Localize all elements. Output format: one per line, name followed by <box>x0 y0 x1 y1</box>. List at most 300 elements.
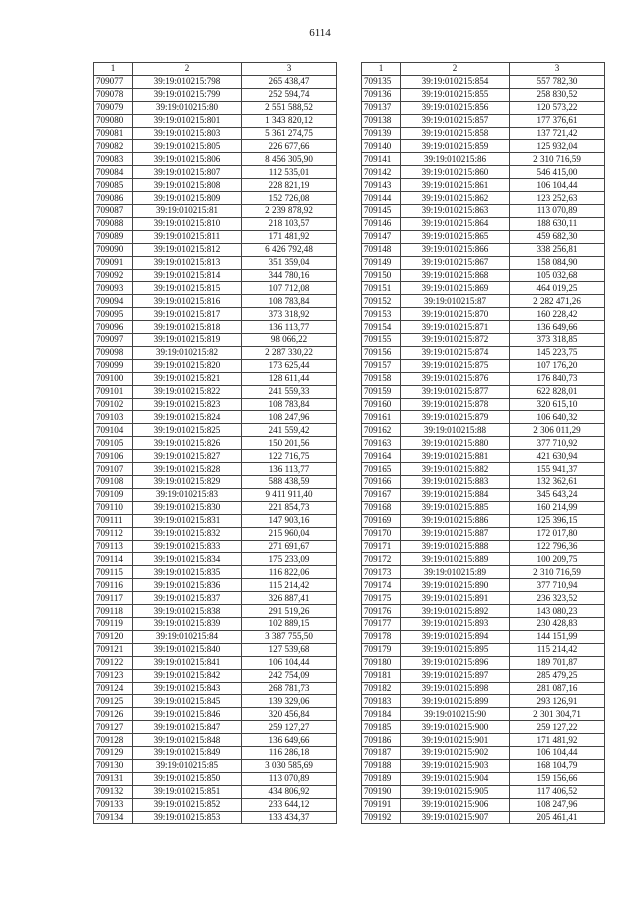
row-number-cell: 709153 <box>362 308 401 321</box>
table-row <box>362 398 605 411</box>
cadastral-number-cell: 39:19:010215:867 <box>401 256 510 269</box>
value-cell: 175 233,09 <box>242 553 337 566</box>
row-number-cell: 709090 <box>94 243 133 256</box>
cadastral-number-cell: 39:19:010215:886 <box>401 514 510 527</box>
cadastral-number-cell: 39:19:010215:807 <box>133 166 242 179</box>
table-row <box>94 230 337 243</box>
table-row <box>362 463 605 476</box>
cadastral-number-cell: 39:19:010215:878 <box>401 398 510 411</box>
value-cell: 115 214,42 <box>510 643 605 656</box>
cadastral-number-cell: 39:19:010215:857 <box>401 114 510 127</box>
value-cell: 226 677,66 <box>242 140 337 153</box>
table-row <box>362 708 605 721</box>
cadastral-number-cell: 39:19:010215:894 <box>401 630 510 643</box>
row-number-cell: 709115 <box>94 566 133 579</box>
value-cell: 345 643,24 <box>510 488 605 501</box>
table-row <box>94 75 337 88</box>
value-cell: 293 126,91 <box>510 695 605 708</box>
table-row <box>362 476 605 489</box>
value-cell: 2 282 471,26 <box>510 295 605 308</box>
table-row <box>94 398 337 411</box>
value-cell: 160 228,42 <box>510 308 605 321</box>
page-number: 6114 <box>309 27 331 39</box>
cadastral-number-cell: 39:19:010215:892 <box>401 605 510 618</box>
value-cell: 133 434,37 <box>242 811 337 824</box>
cadastral-number-cell: 39:19:010215:814 <box>133 269 242 282</box>
value-cell: 120 573,22 <box>510 101 605 114</box>
row-number-cell: 709103 <box>94 411 133 424</box>
row-number-cell: 709111 <box>94 514 133 527</box>
value-cell: 125 932,04 <box>510 140 605 153</box>
table-row <box>94 101 337 114</box>
value-cell: 152 726,08 <box>242 192 337 205</box>
value-cell: 377 710,94 <box>510 579 605 592</box>
value-cell: 107 176,20 <box>510 359 605 372</box>
table-row <box>94 153 337 166</box>
row-number-cell: 709139 <box>362 127 401 140</box>
row-number-cell: 709168 <box>362 501 401 514</box>
value-cell: 320 456,84 <box>242 708 337 721</box>
value-cell: 258 830,52 <box>510 88 605 101</box>
value-cell: 116 286,18 <box>242 747 337 760</box>
cadastral-number-cell: 39:19:010215:81 <box>133 204 242 217</box>
table-row <box>362 695 605 708</box>
table-row <box>362 101 605 114</box>
cadastral-number-cell: 39:19:010215:862 <box>401 192 510 205</box>
row-number-cell: 709175 <box>362 592 401 605</box>
header-cell-1: 1 <box>362 63 401 76</box>
value-cell: 176 840,73 <box>510 372 605 385</box>
row-number-cell: 709140 <box>362 140 401 153</box>
value-cell: 233 644,12 <box>242 798 337 811</box>
value-cell: 127 539,68 <box>242 643 337 656</box>
value-cell: 6 426 792,48 <box>242 243 337 256</box>
table-row <box>94 566 337 579</box>
cadastral-number-cell: 39:19:010215:875 <box>401 359 510 372</box>
table-header-row <box>94 63 337 76</box>
row-number-cell: 709159 <box>362 385 401 398</box>
table-row <box>94 553 337 566</box>
table-row <box>362 204 605 217</box>
row-number-cell: 709080 <box>94 114 133 127</box>
row-number-cell: 709083 <box>94 153 133 166</box>
value-cell: 2 287 330,22 <box>242 346 337 359</box>
value-cell: 285 479,25 <box>510 669 605 682</box>
row-number-cell: 709121 <box>94 643 133 656</box>
value-cell: 136 649,66 <box>242 734 337 747</box>
value-cell: 177 376,61 <box>510 114 605 127</box>
value-cell: 136 649,66 <box>510 321 605 334</box>
cadastral-number-cell: 39:19:010215:853 <box>133 811 242 824</box>
cadastral-number-cell: 39:19:010215:825 <box>133 424 242 437</box>
table-row <box>362 372 605 385</box>
row-number-cell: 709178 <box>362 630 401 643</box>
cadastral-number-cell: 39:19:010215:849 <box>133 747 242 760</box>
row-number-cell: 709129 <box>94 747 133 760</box>
cadastral-number-cell: 39:19:010215:829 <box>133 476 242 489</box>
value-cell: 5 361 274,75 <box>242 127 337 140</box>
cadastral-number-cell: 39:19:010215:813 <box>133 256 242 269</box>
table-row <box>362 605 605 618</box>
value-cell: 242 754,09 <box>242 669 337 682</box>
table-row <box>94 759 337 772</box>
row-number-cell: 709113 <box>94 540 133 553</box>
value-cell: 2 551 588,52 <box>242 101 337 114</box>
table-row <box>94 605 337 618</box>
value-cell: 189 701,87 <box>510 656 605 669</box>
value-cell: 98 066,22 <box>242 334 337 347</box>
table-row <box>94 540 337 553</box>
value-cell: 116 822,06 <box>242 566 337 579</box>
value-cell: 117 406,52 <box>510 785 605 798</box>
table-row <box>362 192 605 205</box>
cadastral-number-cell: 39:19:010215:823 <box>133 398 242 411</box>
table-row <box>362 230 605 243</box>
row-number-cell: 709082 <box>94 140 133 153</box>
row-number-cell: 709176 <box>362 605 401 618</box>
value-cell: 344 780,16 <box>242 269 337 282</box>
table-row <box>362 682 605 695</box>
cadastral-number-cell: 39:19:010215:811 <box>133 230 242 243</box>
cadastral-number-cell: 39:19:010215:88 <box>401 424 510 437</box>
value-cell: 291 519,26 <box>242 605 337 618</box>
row-number-cell: 709188 <box>362 759 401 772</box>
cadastral-number-cell: 39:19:010215:836 <box>133 579 242 592</box>
value-cell: 2 239 878,92 <box>242 204 337 217</box>
cadastral-number-cell: 39:19:010215:838 <box>133 605 242 618</box>
row-number-cell: 709150 <box>362 269 401 282</box>
value-cell: 9 411 911,40 <box>242 488 337 501</box>
table-row <box>94 488 337 501</box>
row-number-cell: 709104 <box>94 424 133 437</box>
header-cell-1: 1 <box>94 63 133 76</box>
table-row <box>362 217 605 230</box>
value-cell: 160 214,99 <box>510 501 605 514</box>
cadastral-number-cell: 39:19:010215:830 <box>133 501 242 514</box>
row-number-cell: 709130 <box>94 759 133 772</box>
value-cell: 139 329,06 <box>242 695 337 708</box>
table-row <box>94 747 337 760</box>
row-number-cell: 709164 <box>362 450 401 463</box>
row-number-cell: 709171 <box>362 540 401 553</box>
table-row <box>94 372 337 385</box>
row-number-cell: 709081 <box>94 127 133 140</box>
row-number-cell: 709183 <box>362 695 401 708</box>
row-number-cell: 709146 <box>362 217 401 230</box>
row-number-cell: 709165 <box>362 463 401 476</box>
cadastral-number-cell: 39:19:010215:882 <box>401 463 510 476</box>
header-cell-2: 2 <box>133 63 242 76</box>
cadastral-number-cell: 39:19:010215:896 <box>401 656 510 669</box>
table-row <box>362 114 605 127</box>
table-row <box>94 346 337 359</box>
value-cell: 377 710,92 <box>510 437 605 450</box>
cadastral-number-cell: 39:19:010215:889 <box>401 553 510 566</box>
row-number-cell: 709097 <box>94 334 133 347</box>
value-cell: 241 559,33 <box>242 385 337 398</box>
table-row <box>94 359 337 372</box>
table-row <box>94 308 337 321</box>
row-number-cell: 709119 <box>94 617 133 630</box>
cadastral-number-cell: 39:19:010215:901 <box>401 734 510 747</box>
row-number-cell: 709169 <box>362 514 401 527</box>
value-cell: 1 343 820,12 <box>242 114 337 127</box>
table-row <box>362 759 605 772</box>
table-row <box>362 127 605 140</box>
row-number-cell: 709084 <box>94 166 133 179</box>
table-row <box>362 334 605 347</box>
table-row <box>94 514 337 527</box>
table-row <box>94 450 337 463</box>
row-number-cell: 709098 <box>94 346 133 359</box>
table-row <box>94 269 337 282</box>
row-number-cell: 709189 <box>362 772 401 785</box>
table-row <box>362 269 605 282</box>
row-number-cell: 709094 <box>94 295 133 308</box>
value-cell: 168 104,79 <box>510 759 605 772</box>
cadastral-number-cell: 39:19:010215:880 <box>401 437 510 450</box>
value-cell: 122 796,36 <box>510 540 605 553</box>
cadastral-number-cell: 39:19:010215:816 <box>133 295 242 308</box>
cadastral-number-cell: 39:19:010215:903 <box>401 759 510 772</box>
row-number-cell: 709143 <box>362 179 401 192</box>
cadastral-number-cell: 39:19:010215:843 <box>133 682 242 695</box>
table-row <box>362 140 605 153</box>
row-number-cell: 709124 <box>94 682 133 695</box>
row-number-cell: 709174 <box>362 579 401 592</box>
cadastral-number-cell: 39:19:010215:83 <box>133 488 242 501</box>
row-number-cell: 709116 <box>94 579 133 592</box>
value-cell: 107 712,08 <box>242 282 337 295</box>
table-row <box>94 295 337 308</box>
cadastral-number-cell: 39:19:010215:861 <box>401 179 510 192</box>
cadastral-number-cell: 39:19:010215:895 <box>401 643 510 656</box>
table-row <box>94 721 337 734</box>
table-row <box>362 669 605 682</box>
row-number-cell: 709109 <box>94 488 133 501</box>
value-cell: 546 415,00 <box>510 166 605 179</box>
row-number-cell: 709191 <box>362 798 401 811</box>
cadastral-number-cell: 39:19:010215:884 <box>401 488 510 501</box>
cadastral-number-cell: 39:19:010215:865 <box>401 230 510 243</box>
value-cell: 268 781,73 <box>242 682 337 695</box>
table-row <box>362 179 605 192</box>
cadastral-number-cell: 39:19:010215:871 <box>401 321 510 334</box>
value-cell: 147 903,16 <box>242 514 337 527</box>
table-row <box>362 450 605 463</box>
value-cell: 215 960,04 <box>242 527 337 540</box>
cadastral-number-cell: 39:19:010215:850 <box>133 772 242 785</box>
cadastral-number-cell: 39:19:010215:852 <box>133 798 242 811</box>
cadastral-number-cell: 39:19:010215:847 <box>133 721 242 734</box>
cadastral-number-cell: 39:19:010215:905 <box>401 785 510 798</box>
table-row <box>362 617 605 630</box>
value-cell: 218 103,57 <box>242 217 337 230</box>
table-row <box>362 501 605 514</box>
table-row <box>94 424 337 437</box>
value-cell: 228 821,19 <box>242 179 337 192</box>
row-number-cell: 709151 <box>362 282 401 295</box>
row-number-cell: 709105 <box>94 437 133 450</box>
table-row <box>94 140 337 153</box>
cadastral-number-cell: 39:19:010215:856 <box>401 101 510 114</box>
table-row <box>362 88 605 101</box>
table-row <box>94 179 337 192</box>
row-number-cell: 709157 <box>362 359 401 372</box>
cadastral-number-cell: 39:19:010215:881 <box>401 450 510 463</box>
table-row <box>362 166 605 179</box>
row-number-cell: 709127 <box>94 721 133 734</box>
table-row <box>94 127 337 140</box>
row-number-cell: 709120 <box>94 630 133 643</box>
table-row <box>94 656 337 669</box>
table-row <box>362 553 605 566</box>
cadastral-number-cell: 39:19:010215:90 <box>401 708 510 721</box>
value-cell: 259 127,22 <box>510 721 605 734</box>
table-row <box>94 682 337 695</box>
table-row <box>94 166 337 179</box>
table-row <box>94 243 337 256</box>
row-number-cell: 709093 <box>94 282 133 295</box>
cadastral-number-cell: 39:19:010215:84 <box>133 630 242 643</box>
table-row <box>362 359 605 372</box>
table-row <box>94 811 337 824</box>
value-cell: 557 782,30 <box>510 75 605 88</box>
table-header-row <box>362 63 605 76</box>
data-table-right <box>361 62 605 824</box>
cadastral-number-cell: 39:19:010215:812 <box>133 243 242 256</box>
value-cell: 106 104,44 <box>510 747 605 760</box>
row-number-cell: 709161 <box>362 411 401 424</box>
row-number-cell: 709192 <box>362 811 401 824</box>
cadastral-number-cell: 39:19:010215:819 <box>133 334 242 347</box>
row-number-cell: 709141 <box>362 153 401 166</box>
row-number-cell: 709131 <box>94 772 133 785</box>
table-row <box>362 630 605 643</box>
value-cell: 230 428,83 <box>510 617 605 630</box>
cadastral-number-cell: 39:19:010215:810 <box>133 217 242 230</box>
table-row <box>362 437 605 450</box>
table-row <box>362 488 605 501</box>
cadastral-number-cell: 39:19:010215:877 <box>401 385 510 398</box>
value-cell: 122 716,75 <box>242 450 337 463</box>
value-cell: 106 104,44 <box>242 656 337 669</box>
cadastral-number-cell: 39:19:010215:822 <box>133 385 242 398</box>
row-number-cell: 709110 <box>94 501 133 514</box>
table-row <box>94 321 337 334</box>
cadastral-number-cell: 39:19:010215:831 <box>133 514 242 527</box>
value-cell: 100 209,75 <box>510 553 605 566</box>
table-row <box>362 243 605 256</box>
table-row <box>94 204 337 217</box>
table-row <box>94 695 337 708</box>
value-cell: 108 783,84 <box>242 398 337 411</box>
table-row <box>94 617 337 630</box>
row-number-cell: 709137 <box>362 101 401 114</box>
value-cell: 205 461,41 <box>510 811 605 824</box>
cadastral-number-cell: 39:19:010215:801 <box>133 114 242 127</box>
cadastral-number-cell: 39:19:010215:883 <box>401 476 510 489</box>
row-number-cell: 709102 <box>94 398 133 411</box>
row-number-cell: 709107 <box>94 463 133 476</box>
row-number-cell: 709085 <box>94 179 133 192</box>
value-cell: 351 359,04 <box>242 256 337 269</box>
cadastral-number-cell: 39:19:010215:868 <box>401 269 510 282</box>
cadastral-number-cell: 39:19:010215:798 <box>133 75 242 88</box>
table-row <box>94 669 337 682</box>
value-cell: 132 362,61 <box>510 476 605 489</box>
value-cell: 172 017,80 <box>510 527 605 540</box>
value-cell: 136 113,77 <box>242 321 337 334</box>
table-row <box>94 734 337 747</box>
table-row <box>94 411 337 424</box>
table-row <box>94 192 337 205</box>
cadastral-number-cell: 39:19:010215:904 <box>401 772 510 785</box>
row-number-cell: 709087 <box>94 204 133 217</box>
value-cell: 112 535,01 <box>242 166 337 179</box>
value-cell: 108 783,84 <box>242 295 337 308</box>
cadastral-number-cell: 39:19:010215:860 <box>401 166 510 179</box>
cadastral-number-cell: 39:19:010215:859 <box>401 140 510 153</box>
table-row <box>94 463 337 476</box>
value-cell: 271 691,67 <box>242 540 337 553</box>
value-cell: 8 456 305,90 <box>242 153 337 166</box>
table-row <box>362 643 605 656</box>
row-number-cell: 709147 <box>362 230 401 243</box>
row-number-cell: 709132 <box>94 785 133 798</box>
row-number-cell: 709185 <box>362 721 401 734</box>
cadastral-number-cell: 39:19:010215:821 <box>133 372 242 385</box>
row-number-cell: 709180 <box>362 656 401 669</box>
value-cell: 102 889,15 <box>242 617 337 630</box>
cadastral-number-cell: 39:19:010215:887 <box>401 527 510 540</box>
row-number-cell: 709190 <box>362 785 401 798</box>
value-cell: 105 032,68 <box>510 269 605 282</box>
row-number-cell: 709135 <box>362 75 401 88</box>
value-cell: 150 201,56 <box>242 437 337 450</box>
table-row <box>94 785 337 798</box>
value-cell: 320 615,10 <box>510 398 605 411</box>
cadastral-number-cell: 39:19:010215:87 <box>401 295 510 308</box>
table-row <box>362 346 605 359</box>
row-number-cell: 709099 <box>94 359 133 372</box>
cadastral-number-cell: 39:19:010215:820 <box>133 359 242 372</box>
value-cell: 459 682,30 <box>510 230 605 243</box>
value-cell: 115 214,42 <box>242 579 337 592</box>
row-number-cell: 709184 <box>362 708 401 721</box>
table-row <box>94 501 337 514</box>
cadastral-number-cell: 39:19:010215:842 <box>133 669 242 682</box>
row-number-cell: 709152 <box>362 295 401 308</box>
table-row <box>362 811 605 824</box>
table-row <box>362 295 605 308</box>
cadastral-number-cell: 39:19:010215:907 <box>401 811 510 824</box>
table-row <box>94 476 337 489</box>
value-cell: 3 387 755,50 <box>242 630 337 643</box>
cadastral-number-cell: 39:19:010215:806 <box>133 153 242 166</box>
cadastral-number-cell: 39:19:010215:863 <box>401 204 510 217</box>
table-row <box>362 256 605 269</box>
value-cell: 144 151,99 <box>510 630 605 643</box>
cadastral-number-cell: 39:19:010215:824 <box>133 411 242 424</box>
cadastral-number-cell: 39:19:010215:832 <box>133 527 242 540</box>
value-cell: 158 084,90 <box>510 256 605 269</box>
table-row <box>94 217 337 230</box>
cadastral-number-cell: 39:19:010215:890 <box>401 579 510 592</box>
row-number-cell: 709170 <box>362 527 401 540</box>
cadastral-number-cell: 39:19:010215:805 <box>133 140 242 153</box>
value-cell: 221 854,73 <box>242 501 337 514</box>
